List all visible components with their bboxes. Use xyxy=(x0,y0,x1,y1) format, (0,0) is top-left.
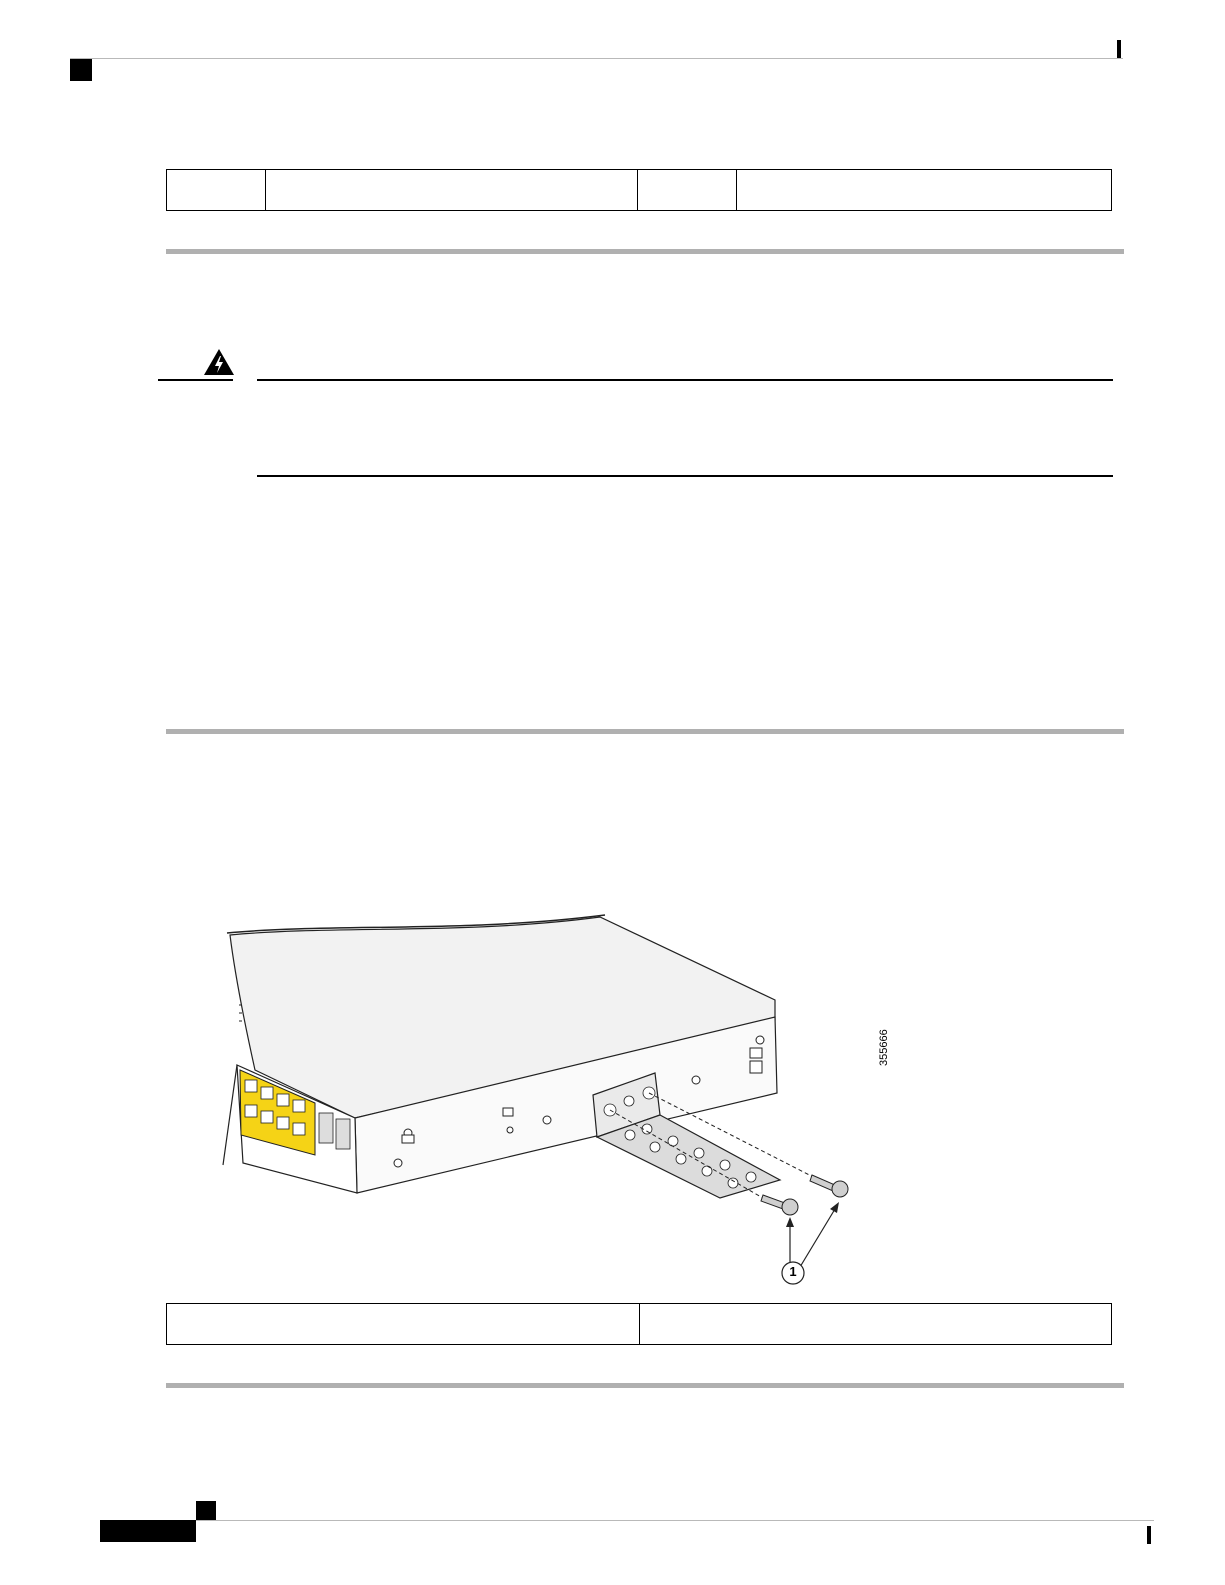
warning-bottom-rule xyxy=(257,475,1113,477)
page-footer-rule xyxy=(196,1520,1154,1521)
callout-table xyxy=(166,1303,1112,1345)
figure-callout-number: 1 xyxy=(789,1264,797,1279)
table-cell xyxy=(266,170,638,211)
section-rule xyxy=(166,729,1124,734)
section-rule xyxy=(166,1383,1124,1388)
page-header-marker xyxy=(1117,40,1121,58)
page-footer-tab xyxy=(196,1501,216,1521)
table-cell xyxy=(167,170,266,211)
page-header-rule xyxy=(70,58,1123,59)
table-row xyxy=(167,1304,1112,1345)
table-cell xyxy=(737,170,1112,211)
page-footer-marker xyxy=(1147,1526,1151,1544)
bracket-installation-figure xyxy=(215,905,895,1295)
page-footer-block xyxy=(100,1520,196,1542)
warning-top-rule xyxy=(257,379,1113,381)
table-cell xyxy=(640,1304,1112,1345)
table-row xyxy=(167,170,1112,211)
table-cell xyxy=(167,1304,640,1345)
top-table xyxy=(166,169,1112,211)
page-header-tab xyxy=(70,59,92,81)
figure-id-label: 355666 xyxy=(878,1029,890,1066)
warning-label-rule xyxy=(158,379,233,381)
table-cell xyxy=(638,170,737,211)
warning-icon xyxy=(203,348,235,376)
section-rule xyxy=(166,249,1124,254)
